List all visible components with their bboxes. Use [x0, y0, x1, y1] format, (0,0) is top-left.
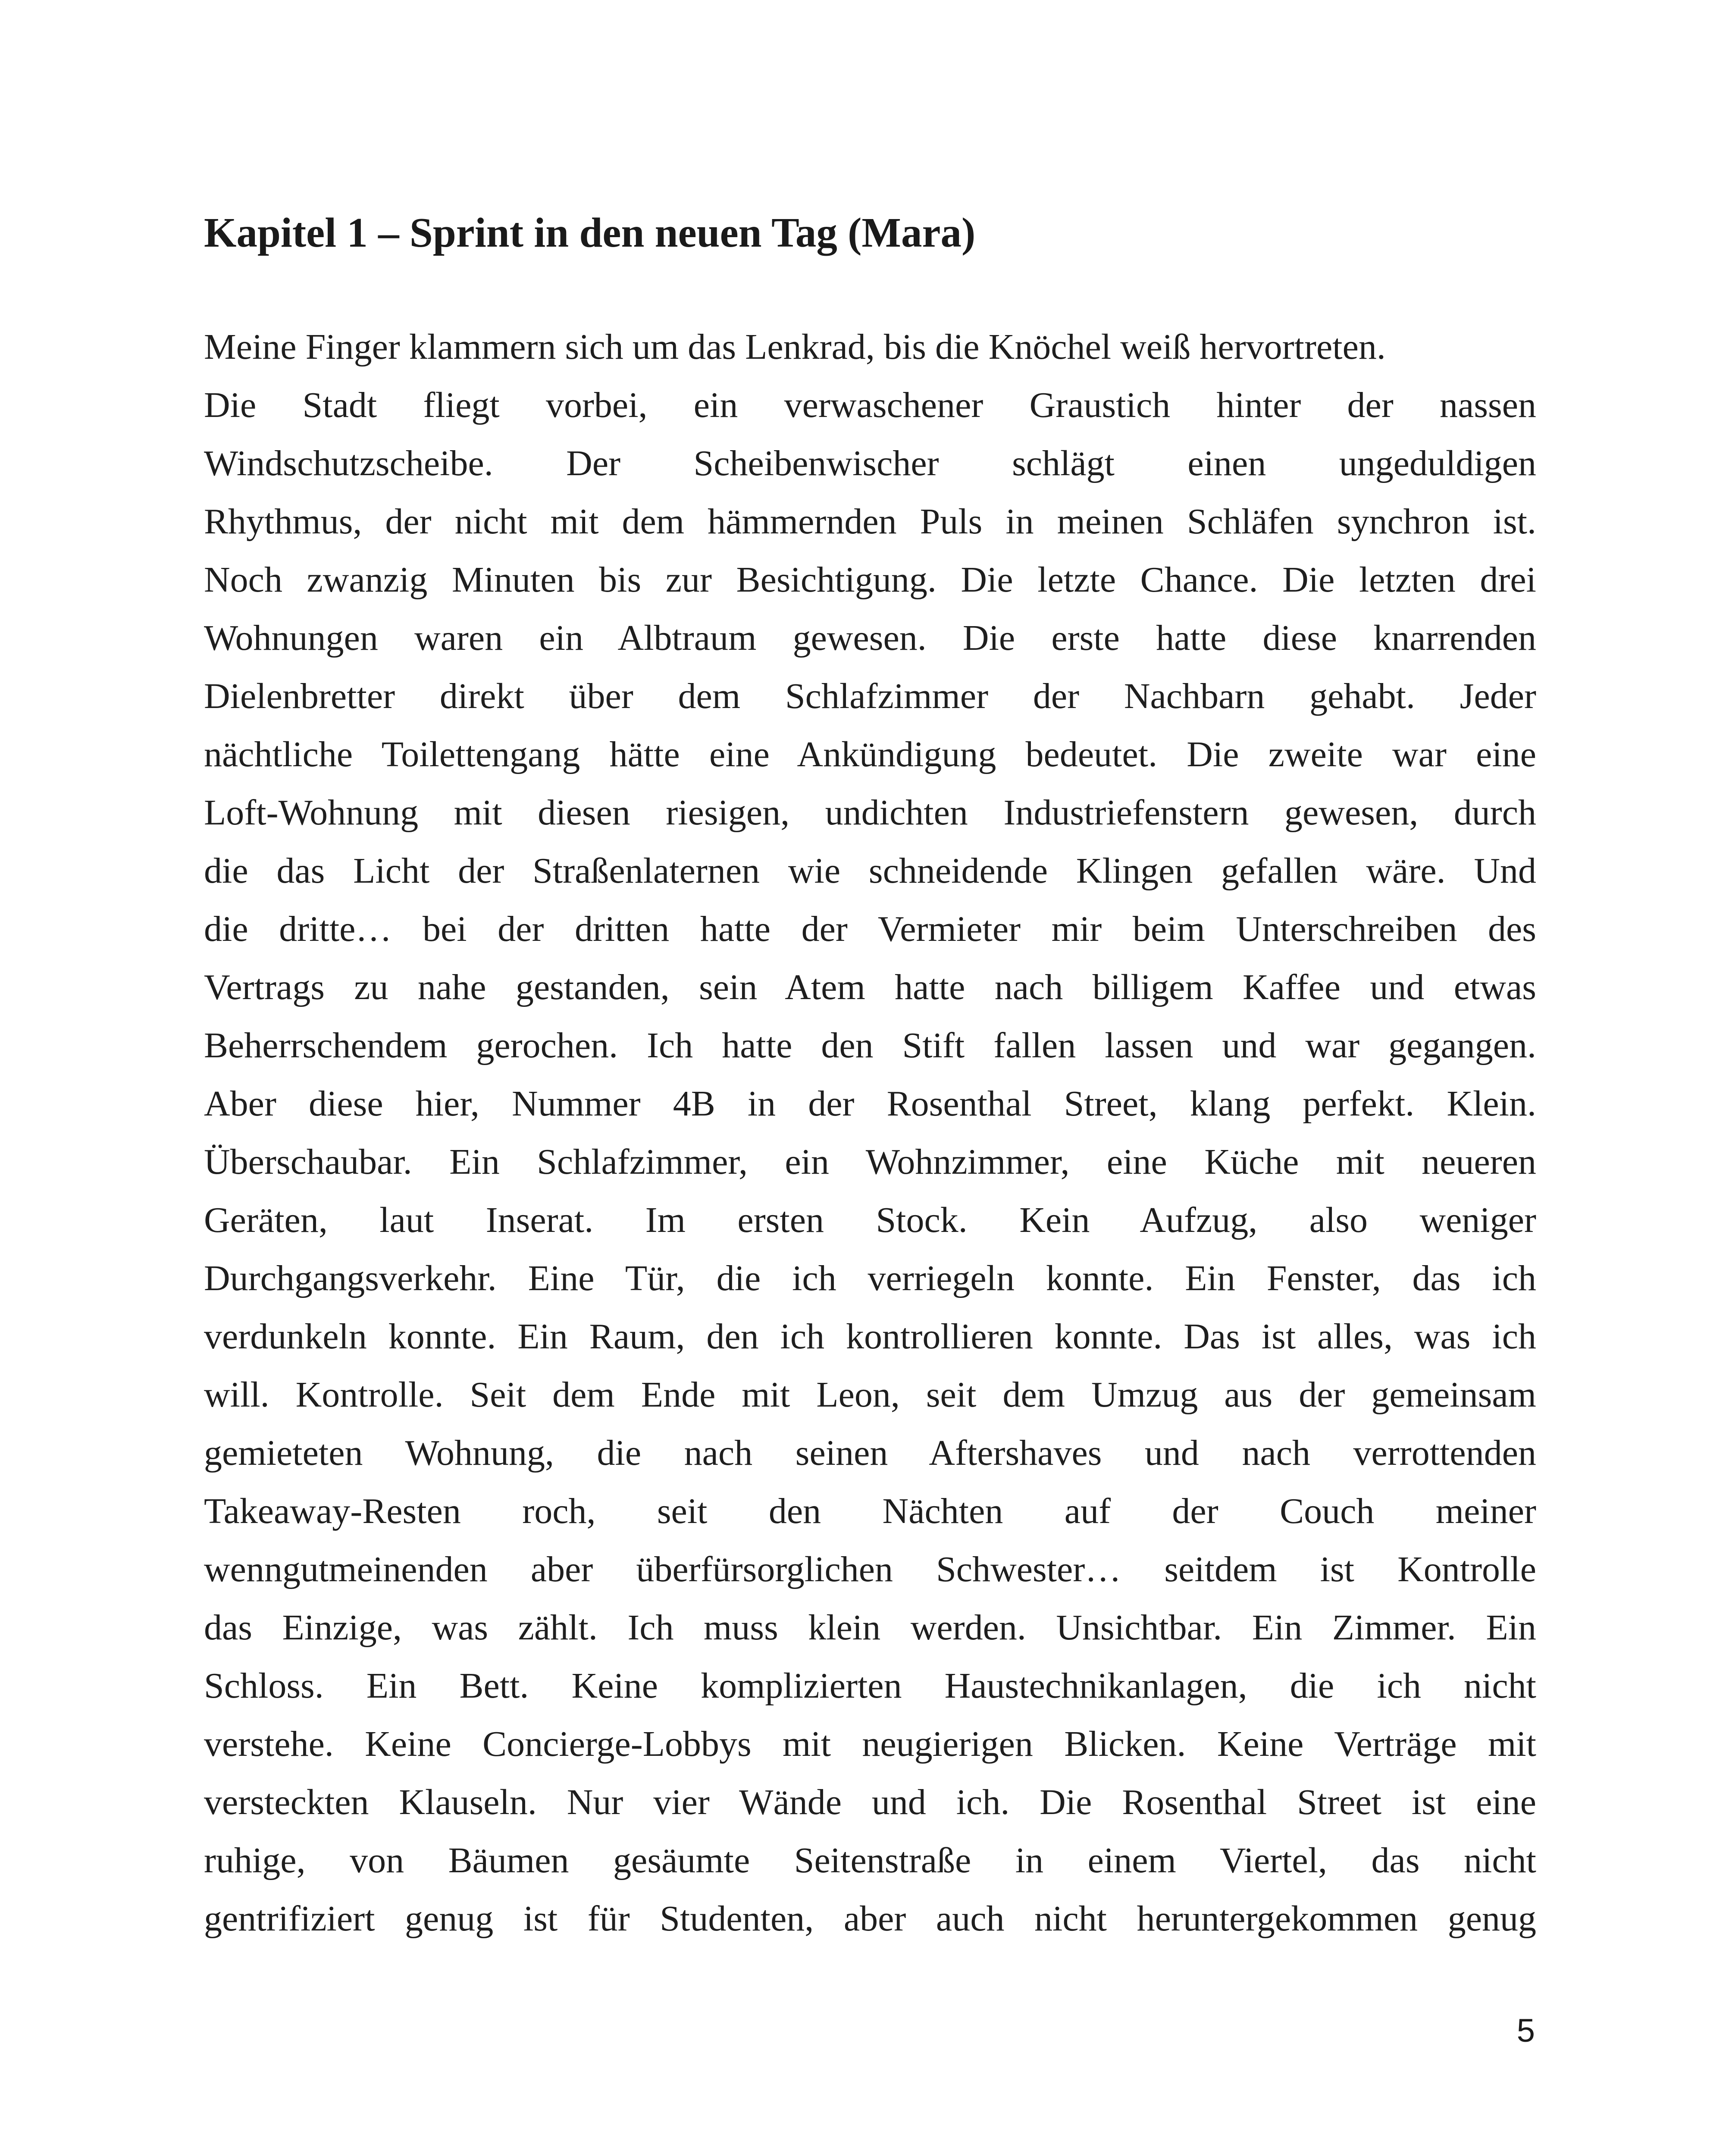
text-line: verstehe. Keine Concierge-Lobbys mit neugierigen Blicken. Keine Verträge mit [204, 1724, 1536, 1764]
text-line: Takeaway-Resten roch, seit den Nächten auf der Couch meiner [204, 1491, 1536, 1531]
text-line: Überschaubar. Ein Schlafzimmer, ein Wohnzimmer, eine Küche mit neueren [204, 1142, 1536, 1182]
text-line: Meine Finger klammern sich um das Lenkrad, bis die Knöchel weiß hervortreten. [204, 327, 1386, 367]
text-line: wenngutmeinenden aber überfürsorglichen Schwester… seitdem ist Kontrolle [204, 1549, 1536, 1589]
text-line: Die Stadt fliegt vorbei, ein verwaschener Graustich hinter der nassen [204, 385, 1536, 425]
text-line: will. Kontrolle. Seit dem Ende mit Leon, seit dem Umzug aus der gemeinsam [204, 1375, 1536, 1415]
text-line: gemieteten Wohnung, die nach seinen Aftershaves und nach verrottenden [204, 1433, 1536, 1473]
text-line: Windschutzscheibe. Der Scheibenwischer schlägt einen ungeduldigen [204, 443, 1536, 483]
text-line: ruhige, von Bäumen gesäumte Seitenstraße in einem Viertel, das nicht [204, 1840, 1536, 1880]
text-line: die das Licht der Straßenlaternen wie schneidende Klingen gefallen wäre. Und [204, 851, 1536, 891]
text-line: Rhythmus, der nicht mit dem hämmernden Puls in meinen Schläfen synchron ist. [204, 501, 1536, 542]
text-line: Vertrags zu nahe gestanden, sein Atem hatte nach billigem Kaffee und etwas [204, 967, 1536, 1007]
text-line: Wohnungen waren ein Albtraum gewesen. Die erste hatte diese knarrenden [204, 618, 1536, 658]
text-line: verdunkeln konnte. Ein Raum, den ich kontrollieren konnte. Das ist alles, was ich [204, 1316, 1536, 1357]
text-line: Durchgangsverkehr. Eine Tür, die ich verriegeln konnte. Ein Fenster, das ich [204, 1258, 1536, 1298]
text-line: Geräten, laut Inserat. Im ersten Stock. Kein Aufzug, also weniger [204, 1200, 1536, 1240]
body-text [204, 318, 1536, 1948]
text-line: Loft-Wohnung mit diesen riesigen, undichten Industriefenstern gewesen, durch [204, 793, 1536, 833]
page-number: 5 [1516, 2012, 1535, 2049]
text-line: Aber diese hier, Nummer 4B in der Rosenthal Street, klang perfekt. Klein. [204, 1084, 1536, 1124]
text-line: Beherrschendem gerochen. Ich hatte den Stift fallen lassen und war gegangen. [204, 1025, 1536, 1065]
text-line: das Einzige, was zählt. Ich muss klein werden. Unsichtbar. Ein Zimmer. Ein [204, 1608, 1536, 1648]
text-line: die dritte… bei der dritten hatte der Vermieter mir beim Unterschreiben des [204, 909, 1536, 949]
text-line: gentrifiziert genug ist für Studenten, aber auch nicht heruntergekommen genug [204, 1899, 1536, 1939]
chapter-title: Kapitel 1 – Sprint in den neuen Tag (Mara) [204, 210, 976, 256]
text-line: nächtliche Toilettengang hätte eine Ankündigung bedeutet. Die zweite war eine [204, 734, 1536, 774]
text-line: versteckten Klauseln. Nur vier Wände und ich. Die Rosenthal Street ist eine [204, 1782, 1536, 1822]
text-line: Dielenbretter direkt über dem Schlafzimmer der Nachbarn gehabt. Jeder [204, 676, 1536, 716]
text-line: Schloss. Ein Bett. Keine komplizierten Haustechnikanlagen, die ich nicht [204, 1666, 1536, 1706]
text-line: Noch zwanzig Minuten bis zur Besichtigung. Die letzte Chance. Die letzten drei [204, 560, 1536, 600]
